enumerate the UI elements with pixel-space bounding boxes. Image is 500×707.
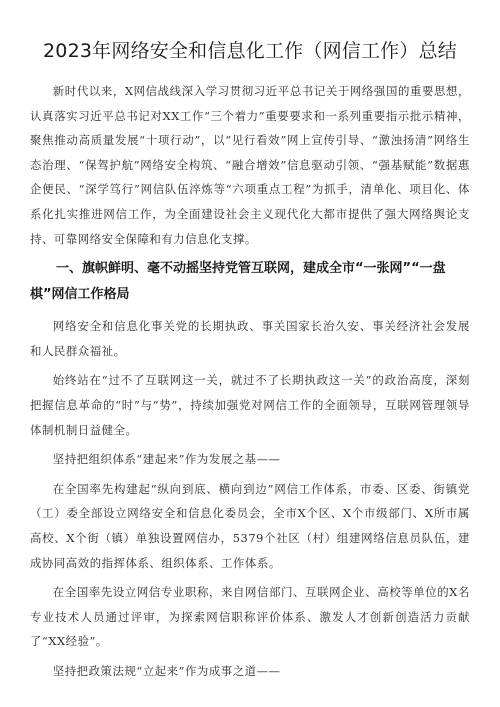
section-paragraph-3: 坚持把组织体系“建起来”作为发展之基—— bbox=[52, 452, 281, 467]
section-paragraph-6: 坚持把政策法规“立起来”作为成事之道—— bbox=[52, 663, 281, 678]
intro-paragraph: 新时代以来，X网信战线深入学习贯彻习近平总书记关于网络强国的重要思想，认真落实习近平总书记对XX工作“三个着力”重要要求和一系列重要指示批示精神，聚焦推动高质量发展“十项行动”，以“见行看效”网上宣传引导、“激浊扬清”网络生态治理、“保驾护航”网络安全构筑、“融合增效”信息驱动引领、“强基赋能”数据惠企便民、“深学笃行”网信队伍淬炼等“六项重点工程”为抓手，清单化、项目化、体系化扎实推进网信工作，为全面建设社会主义现代化大都市提供了强大网络舆论支持、可靠网络安全保障和有力信息化支撑。 bbox=[30, 84, 470, 246]
document-title: 2023年网络安全和信息化工作（网信工作）总结 bbox=[43, 40, 457, 62]
section-paragraph-4: 在全国率先构建起“纵向到底、横向到边”网信工作体系，市委、区委、街镇党（工）委全部设立网络安全和信息化委员会，全市X个区、X个市级部门、X所市属高校、X个街（镇）单独设置网信办，5379个社区（村）组建网络信息员队伍，建成协同高效的指挥体系、组织体系、工作体系。 bbox=[30, 481, 470, 570]
section-paragraph-2: 始终站在“过不了互联网这一关，就过不了长期执政这一关”的政治高度，深刻把握信息革命的“时”与“势”，持续加强党对网信工作的全面领导，互联网管理领导体制机制日益健全。 bbox=[30, 373, 470, 437]
section-heading: 一、旗帜鲜明、毫不动摇坚持党管互联网，建成全市“一张网”“一盘棋”网信工作格局 bbox=[30, 261, 446, 303]
section-paragraph-1: 网络安全和信息化事关党的长期执政、事关国家长治久安、事关经济社会发展和人民群众福祉。 bbox=[30, 319, 470, 358]
section-paragraph-5: 在全国率先设立网信专业职称，来自网信部门、互联网企业、高校等单位的X名专业技术人员通过评审，为探索网信职称评价体系、激发人才创新创造活力贡献了“XX经验”。 bbox=[30, 585, 470, 649]
